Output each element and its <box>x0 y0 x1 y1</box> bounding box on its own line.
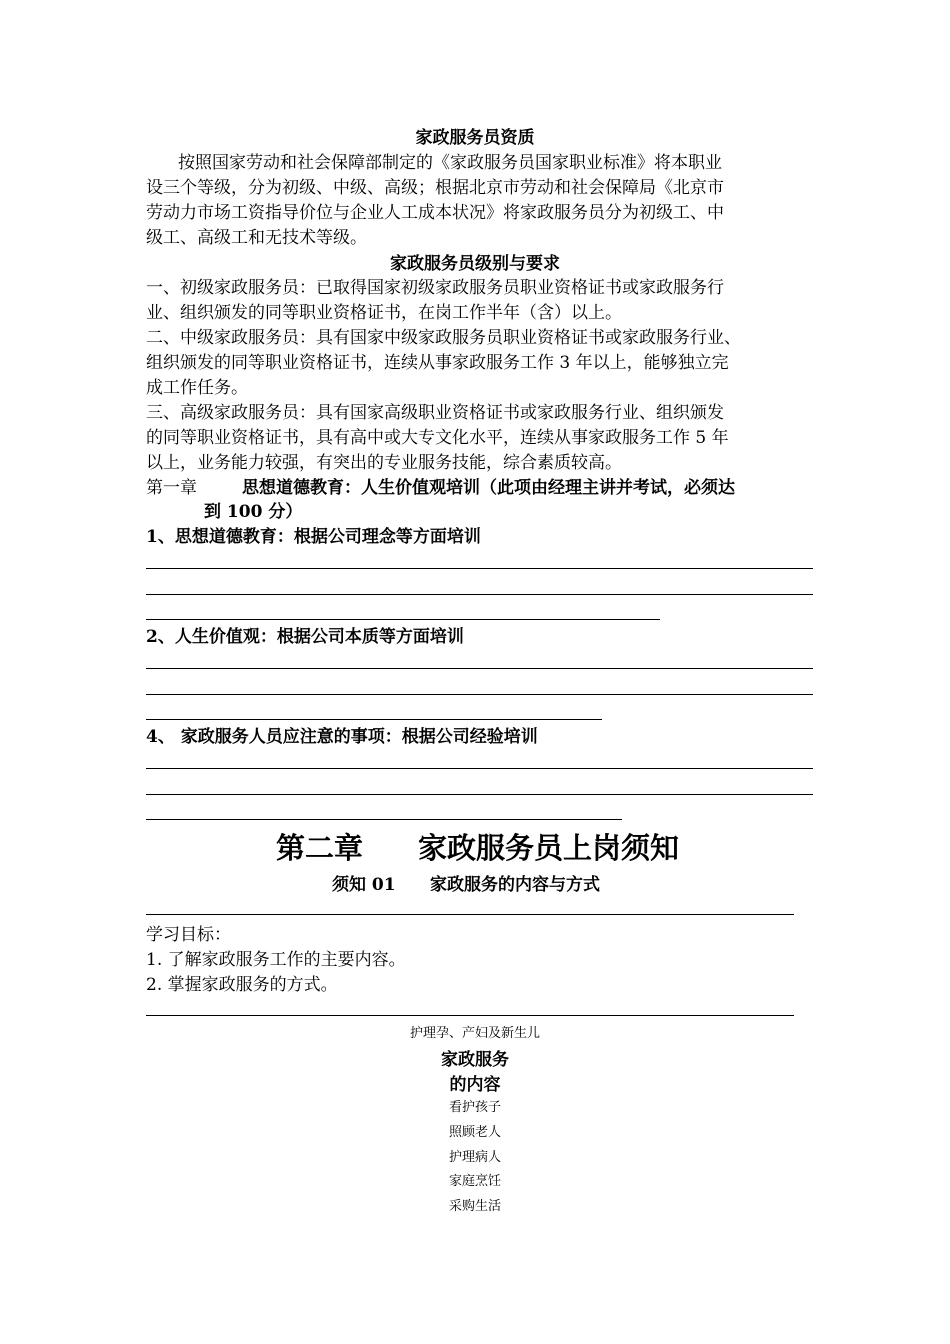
diagram-node: 采购生活 <box>448 1199 501 1214</box>
training-item-2: 2、人生价值观：根据公司本质等方面培训 <box>146 627 464 647</box>
chapter1-label: 第一章 <box>146 478 197 498</box>
diagram-node-top: 护理孕、产妇及新生儿 <box>409 1026 540 1041</box>
diagram-node: 家庭烹饪 <box>448 1174 501 1189</box>
level-line: 以上，业务能力较强，有突出的专业服务技能，综合素质较高。 <box>146 453 622 473</box>
chapter1-title: 思想道德教育：人生价值观培训（此项由经理主讲并考试，必须达 <box>242 478 735 498</box>
chapter2-label: 第二章 <box>276 831 364 865</box>
notice-label: 须知 01 <box>332 875 396 895</box>
blank-line <box>146 619 660 620</box>
intro-line: 劳动力市场工资指导价位与企业人工成本状况》将家政服务员分为初级工、中 <box>146 203 724 223</box>
blank-line <box>146 668 813 669</box>
goal-item: 1. 了解家政服务工作的主要内容。 <box>146 950 406 970</box>
divider <box>146 1015 794 1016</box>
diagram-node: 护理病人 <box>448 1150 501 1165</box>
blank-line <box>146 768 813 769</box>
goals-heading: 学习目标： <box>146 925 231 945</box>
training-item-4: 4、 家政服务人员应注意的事项：根据公司经验培训 <box>146 727 538 747</box>
blank-line <box>146 819 622 820</box>
blank-line <box>146 694 813 695</box>
training-item-1: 1、思想道德教育：根据公司理念等方面培训 <box>146 527 481 547</box>
goal-item: 2. 掌握家政服务的方式。 <box>146 975 338 995</box>
level-line: 业、组织颁发的同等职业资格证书，在岗工作半年（含）以上。 <box>146 303 622 323</box>
intro-line: 设三个等级，分为初级、中级、高级；根据北京市劳动和社会保障局《北京市 <box>146 178 724 198</box>
divider <box>146 914 794 915</box>
intro-line: 级工、高级工和无技术等级。 <box>146 228 367 248</box>
diagram-node: 照顾老人 <box>448 1125 501 1140</box>
intro-line: 按照国家劳动和社会保障部制定的《家政服务员国家职业标准》将本职业 <box>178 153 722 173</box>
section-title-qualifications: 家政服务员资质 <box>415 128 535 148</box>
chapter2-title: 家政服务员上岗须知 <box>418 831 680 865</box>
chapter1-title-cont: 到 100 分） <box>204 502 303 522</box>
section-title-levels: 家政服务员级别与要求 <box>390 254 560 274</box>
diagram-node: 看护孩子 <box>448 1100 501 1115</box>
blank-line <box>146 568 813 569</box>
blank-line <box>146 594 813 595</box>
level-line: 组织颁发的同等职业资格证书，连续从事家政服务工作 3 年以上，能够独立完 <box>146 353 729 373</box>
diagram-center: 家政服务 <box>441 1050 509 1070</box>
blank-line <box>146 794 813 795</box>
level-line: 三、高级家政服务员：具有国家高级职业资格证书或家政服务行业、组织颁发 <box>146 403 724 423</box>
level-line: 成工作任务。 <box>146 378 248 398</box>
level-line: 二、中级家政服务员：具有国家中级家政服务员职业资格证书或家政服务行业、 <box>146 328 741 348</box>
notice-title: 家政服务的内容与方式 <box>430 875 600 895</box>
level-line: 的同等职业资格证书，具有高中或大专文化水平，连续从事家政服务工作 5 年 <box>146 428 729 448</box>
diagram-center-cont: 的内容 <box>449 1075 501 1095</box>
level-line: 一、初级家政服务员：已取得国家初级家政服务员职业资格证书或家政服务行 <box>146 278 724 298</box>
blank-line <box>146 719 602 720</box>
